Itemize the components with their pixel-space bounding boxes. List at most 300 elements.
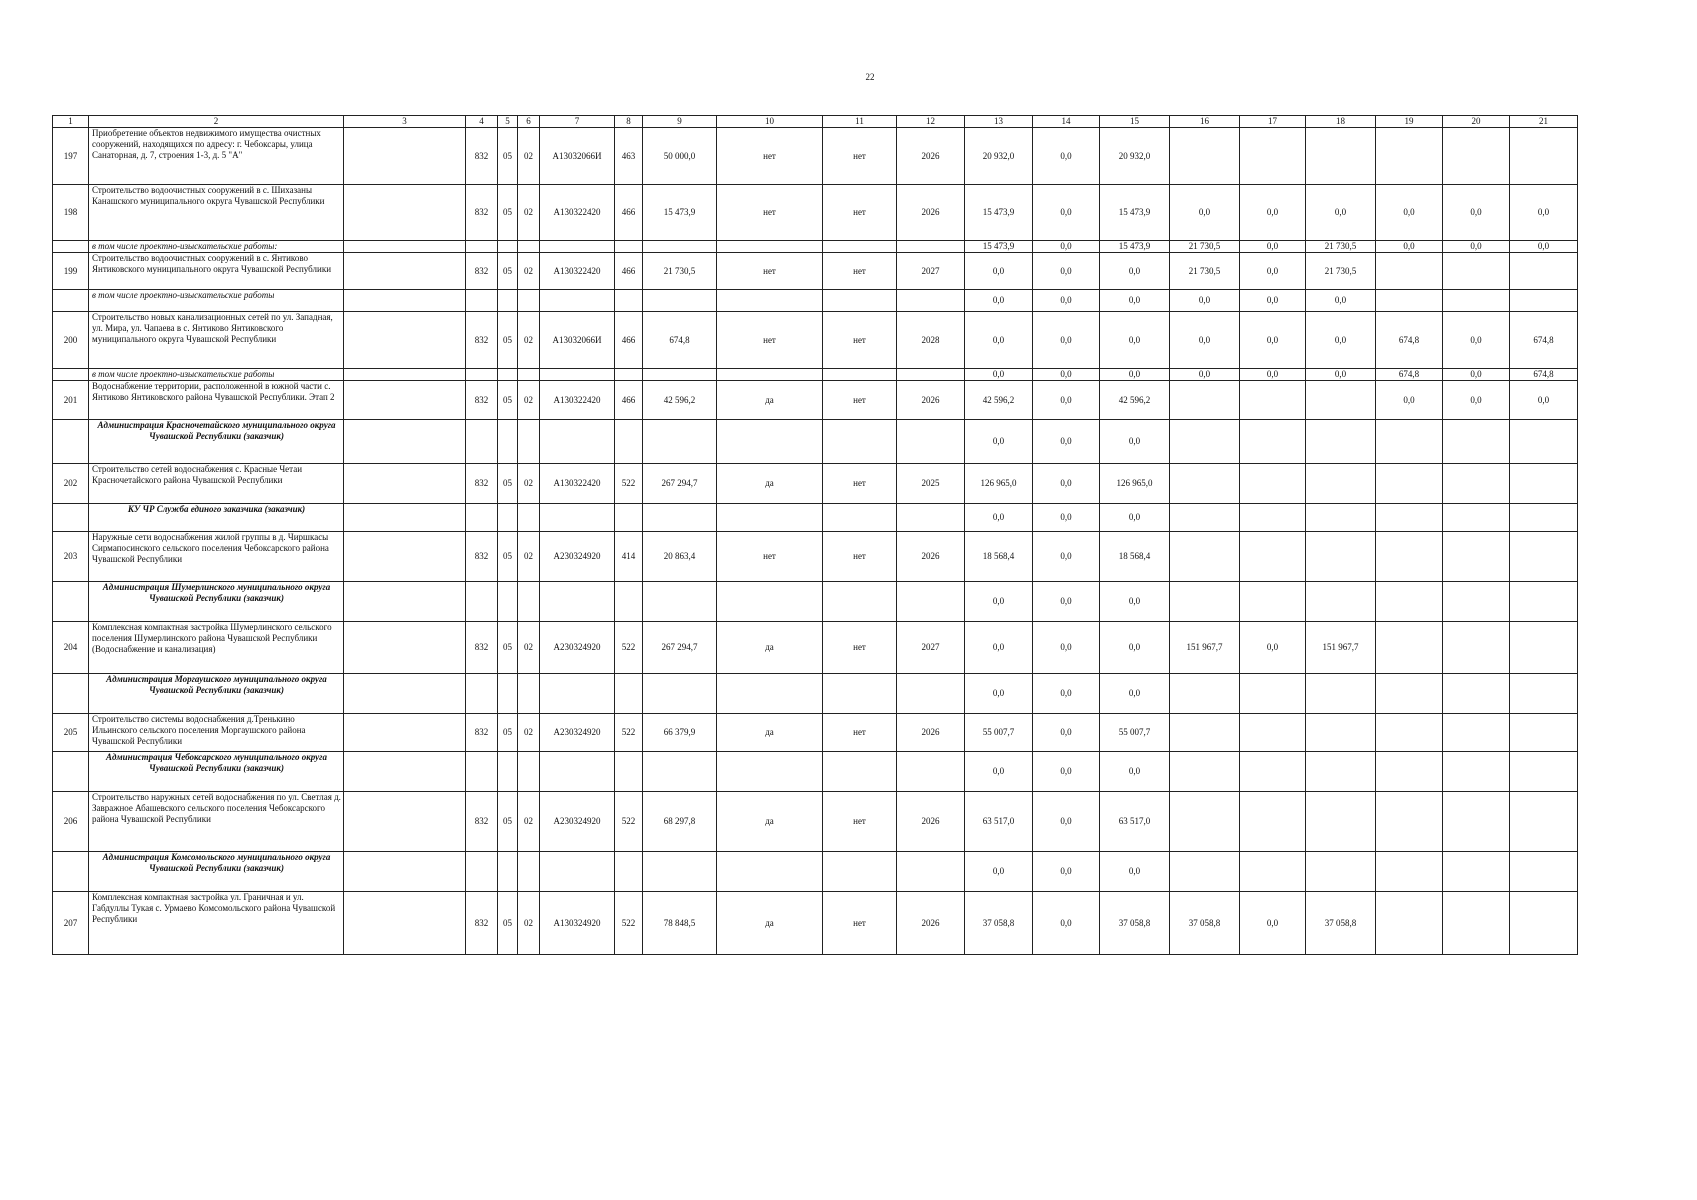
cell-target-article: А130322420 — [540, 464, 615, 504]
cell-code-6 — [518, 290, 540, 312]
cell-column-3 — [344, 253, 466, 290]
cell-code-4 — [466, 752, 498, 792]
cell-value-14: 0,0 — [1033, 420, 1100, 464]
cell-value-13: 15 473,9 — [965, 241, 1033, 253]
cell-target-article — [540, 420, 615, 464]
cell-code-5 — [498, 852, 518, 892]
cell-column-10 — [717, 241, 823, 253]
cell-column-11: нет — [823, 532, 897, 582]
subtotal-row — [53, 369, 1578, 381]
cell-value-20 — [1443, 792, 1510, 852]
cell-value-17 — [1240, 674, 1306, 714]
cell-value-14: 0,0 — [1033, 532, 1100, 582]
cell-code-5 — [498, 752, 518, 792]
cell-expense-type — [615, 752, 643, 792]
cell-object-name: Строительство сетей водоснабжения с. Красные Четаи Красночетайского района Чувашской Республики — [89, 464, 344, 504]
cell-column-11: нет — [823, 381, 897, 420]
cell-value-17: 0,0 — [1240, 622, 1306, 674]
cell-year: 2026 — [897, 892, 965, 955]
cell-value-15: 0,0 — [1100, 582, 1170, 622]
cell-column-3 — [344, 752, 466, 792]
cell-code-5: 05 — [498, 185, 518, 241]
cell-value-18: 0,0 — [1306, 312, 1376, 369]
cell-code-4: 832 — [466, 312, 498, 369]
cell-value-14: 0,0 — [1033, 504, 1100, 532]
cell-object-name: Приобретение объектов недвижимого имущества очистных сооружений, находящихся по адресу: г. Чебоксары, улица Санаторная, д. 7, строения 1-3, д. 5 "А" — [89, 128, 344, 185]
cell-value-16: 0,0 — [1170, 369, 1240, 381]
cell-column-3 — [344, 185, 466, 241]
cell-column-3 — [344, 852, 466, 892]
cell-column-10 — [717, 290, 823, 312]
cell-value-17 — [1240, 128, 1306, 185]
cell-code-6: 02 — [518, 185, 540, 241]
subtotal-row — [53, 290, 1578, 312]
cell-expense-type: 522 — [615, 622, 643, 674]
cell-code-5 — [498, 369, 518, 381]
header-cell-16: 16 — [1170, 116, 1240, 128]
header-cell-15: 15 — [1100, 116, 1170, 128]
cell-column-10: да — [717, 381, 823, 420]
cell-code-6: 02 — [518, 128, 540, 185]
page-number: 22 — [865, 72, 875, 82]
cell-row-number: 202 — [53, 464, 89, 504]
cell-column-11 — [823, 290, 897, 312]
cell-value-17 — [1240, 582, 1306, 622]
customer-row — [53, 852, 1578, 892]
cell-column-10 — [717, 369, 823, 381]
cell-target-article — [540, 504, 615, 532]
cell-value-18: 37 058,8 — [1306, 892, 1376, 955]
cell-code-5: 05 — [498, 792, 518, 852]
cell-row-number: 207 — [53, 892, 89, 955]
cell-value-19: 674,8 — [1376, 312, 1443, 369]
cell-code-5: 05 — [498, 128, 518, 185]
cell-value-13: 0,0 — [965, 674, 1033, 714]
cell-value-13: 15 473,9 — [965, 185, 1033, 241]
table-row — [53, 792, 1578, 852]
cell-column-3 — [344, 241, 466, 253]
cell-row-number — [53, 369, 89, 381]
customer-row — [53, 674, 1578, 714]
cell-value-18 — [1306, 674, 1376, 714]
cell-value-20 — [1443, 892, 1510, 955]
customer-row — [53, 420, 1578, 464]
cell-column-11: нет — [823, 714, 897, 752]
cell-code-6 — [518, 752, 540, 792]
customer-row — [53, 582, 1578, 622]
cell-row-number: 205 — [53, 714, 89, 752]
cell-value-17 — [1240, 464, 1306, 504]
cell-expense-type: 522 — [615, 714, 643, 752]
cell-row-number — [53, 504, 89, 532]
column-numbers-header — [53, 116, 1578, 128]
cell-code-5 — [498, 504, 518, 532]
cell-value-18: 21 730,5 — [1306, 253, 1376, 290]
cell-value-20: 0,0 — [1443, 241, 1510, 253]
cell-value-16 — [1170, 582, 1240, 622]
cell-code-6: 02 — [518, 312, 540, 369]
cell-value-13: 0,0 — [965, 504, 1033, 532]
cell-year: 2026 — [897, 185, 965, 241]
cell-value-20 — [1443, 752, 1510, 792]
cell-value-16 — [1170, 464, 1240, 504]
cell-value-13: 0,0 — [965, 752, 1033, 792]
header-cell-2: 2 — [89, 116, 344, 128]
cell-column-11 — [823, 504, 897, 532]
header-cell-17: 17 — [1240, 116, 1306, 128]
cell-value-21 — [1510, 674, 1578, 714]
cell-value-13: 126 965,0 — [965, 464, 1033, 504]
cell-row-number: 203 — [53, 532, 89, 582]
cell-value-16: 151 967,7 — [1170, 622, 1240, 674]
cell-year — [897, 504, 965, 532]
cell-object-name: в том числе проектно-изыскательские работы — [89, 290, 344, 312]
cell-value-15: 37 058,8 — [1100, 892, 1170, 955]
cell-target-article: А230324920 — [540, 714, 615, 752]
cell-value-21: 0,0 — [1510, 241, 1578, 253]
cell-column-11: нет — [823, 792, 897, 852]
cell-value-15: 0,0 — [1100, 622, 1170, 674]
cell-estimated-cost — [643, 674, 717, 714]
header-cell-13: 13 — [965, 116, 1033, 128]
cell-code-4: 832 — [466, 532, 498, 582]
cell-row-number: 200 — [53, 312, 89, 369]
cell-column-10: да — [717, 892, 823, 955]
header-cell-10: 10 — [717, 116, 823, 128]
cell-value-19 — [1376, 752, 1443, 792]
cell-value-16 — [1170, 792, 1240, 852]
cell-code-5: 05 — [498, 312, 518, 369]
cell-value-17 — [1240, 752, 1306, 792]
cell-code-4 — [466, 290, 498, 312]
cell-value-14: 0,0 — [1033, 792, 1100, 852]
cell-value-16 — [1170, 714, 1240, 752]
cell-value-13: 0,0 — [965, 312, 1033, 369]
cell-row-number: 201 — [53, 381, 89, 420]
cell-expense-type: 463 — [615, 128, 643, 185]
header-cell-19: 19 — [1376, 116, 1443, 128]
cell-value-21 — [1510, 582, 1578, 622]
cell-value-19: 0,0 — [1376, 241, 1443, 253]
cell-estimated-cost: 674,8 — [643, 312, 717, 369]
cell-value-20 — [1443, 714, 1510, 752]
cell-object-name: КУ ЧР Служба единого заказчика (заказчик) — [89, 504, 344, 532]
cell-year: 2027 — [897, 253, 965, 290]
table-row — [53, 185, 1578, 241]
cell-value-13: 55 007,7 — [965, 714, 1033, 752]
cell-code-6 — [518, 369, 540, 381]
cell-year — [897, 290, 965, 312]
cell-value-21 — [1510, 792, 1578, 852]
cell-column-10: да — [717, 714, 823, 752]
cell-code-5 — [498, 290, 518, 312]
cell-target-article: А230324920 — [540, 622, 615, 674]
cell-object-name: Администрация Чебоксарского муниципального округа Чувашской Республики (заказчик) — [89, 752, 344, 792]
cell-year: 2026 — [897, 128, 965, 185]
cell-code-6: 02 — [518, 792, 540, 852]
cell-value-19 — [1376, 892, 1443, 955]
cell-value-15: 0,0 — [1100, 420, 1170, 464]
cell-expense-type — [615, 369, 643, 381]
cell-value-20: 0,0 — [1443, 185, 1510, 241]
cell-value-17 — [1240, 532, 1306, 582]
cell-column-10: нет — [717, 312, 823, 369]
cell-row-number — [53, 420, 89, 464]
cell-value-18 — [1306, 714, 1376, 752]
cell-value-18 — [1306, 792, 1376, 852]
header-cell-18: 18 — [1306, 116, 1376, 128]
cell-value-19 — [1376, 582, 1443, 622]
cell-code-6: 02 — [518, 532, 540, 582]
cell-column-3 — [344, 290, 466, 312]
cell-value-14: 0,0 — [1033, 622, 1100, 674]
cell-value-20 — [1443, 128, 1510, 185]
cell-object-name: в том числе проектно-изыскательские работы: — [89, 241, 344, 253]
table-row — [53, 128, 1578, 185]
cell-value-20 — [1443, 290, 1510, 312]
cell-code-6 — [518, 582, 540, 622]
cell-estimated-cost: 42 596,2 — [643, 381, 717, 420]
cell-column-10 — [717, 504, 823, 532]
cell-row-number — [53, 752, 89, 792]
cell-value-20 — [1443, 582, 1510, 622]
cell-value-21 — [1510, 464, 1578, 504]
cell-value-16 — [1170, 752, 1240, 792]
cell-value-15: 55 007,7 — [1100, 714, 1170, 752]
cell-target-article — [540, 369, 615, 381]
cell-code-5 — [498, 674, 518, 714]
cell-value-15: 0,0 — [1100, 369, 1170, 381]
cell-column-3 — [344, 674, 466, 714]
cell-value-18 — [1306, 504, 1376, 532]
cell-code-5 — [498, 420, 518, 464]
cell-target-article — [540, 582, 615, 622]
cell-code-4 — [466, 241, 498, 253]
cell-code-4: 832 — [466, 714, 498, 752]
cell-column-11 — [823, 369, 897, 381]
cell-code-5 — [498, 241, 518, 253]
cell-value-16 — [1170, 420, 1240, 464]
cell-value-18 — [1306, 532, 1376, 582]
cell-estimated-cost — [643, 504, 717, 532]
cell-value-20 — [1443, 420, 1510, 464]
cell-value-18: 0,0 — [1306, 369, 1376, 381]
cell-value-13: 0,0 — [965, 369, 1033, 381]
table-row — [53, 253, 1578, 290]
cell-target-article: А130322420 — [540, 381, 615, 420]
header-cell-7: 7 — [540, 116, 615, 128]
header-cell-1: 1 — [53, 116, 89, 128]
cell-target-article — [540, 752, 615, 792]
cell-code-4: 832 — [466, 464, 498, 504]
cell-object-name: Администрация Комсомольского муниципального округа Чувашской Республики (заказчик) — [89, 852, 344, 892]
cell-estimated-cost — [643, 852, 717, 892]
cell-value-21 — [1510, 420, 1578, 464]
cell-value-13: 0,0 — [965, 290, 1033, 312]
cell-object-name: Администрация Красночетайского муниципального округа Чувашской Республики (заказчик) — [89, 420, 344, 464]
cell-column-11 — [823, 674, 897, 714]
cell-value-17 — [1240, 792, 1306, 852]
cell-expense-type — [615, 852, 643, 892]
cell-column-10 — [717, 582, 823, 622]
cell-value-16: 0,0 — [1170, 185, 1240, 241]
cell-code-6: 02 — [518, 253, 540, 290]
table-row — [53, 312, 1578, 369]
cell-row-number: 197 — [53, 128, 89, 185]
customer-row — [53, 752, 1578, 792]
table-row — [53, 892, 1578, 955]
header-cell-5: 5 — [498, 116, 518, 128]
cell-code-6: 02 — [518, 714, 540, 752]
cell-estimated-cost: 267 294,7 — [643, 622, 717, 674]
cell-value-16: 0,0 — [1170, 312, 1240, 369]
table-row — [53, 714, 1578, 752]
cell-year — [897, 420, 965, 464]
header-cell-12: 12 — [897, 116, 965, 128]
cell-value-15: 0,0 — [1100, 253, 1170, 290]
cell-value-13: 42 596,2 — [965, 381, 1033, 420]
cell-code-5: 05 — [498, 253, 518, 290]
cell-value-15: 0,0 — [1100, 752, 1170, 792]
cell-code-4: 832 — [466, 253, 498, 290]
cell-value-21: 674,8 — [1510, 312, 1578, 369]
cell-value-14: 0,0 — [1033, 464, 1100, 504]
cell-value-20 — [1443, 622, 1510, 674]
cell-value-19 — [1376, 420, 1443, 464]
cell-value-14: 0,0 — [1033, 241, 1100, 253]
cell-value-17: 0,0 — [1240, 185, 1306, 241]
cell-target-article: А130322420 — [540, 253, 615, 290]
cell-code-4 — [466, 674, 498, 714]
cell-value-17: 0,0 — [1240, 241, 1306, 253]
cell-value-19 — [1376, 128, 1443, 185]
cell-code-6: 02 — [518, 622, 540, 674]
cell-value-18: 0,0 — [1306, 185, 1376, 241]
cell-value-17: 0,0 — [1240, 312, 1306, 369]
cell-value-16 — [1170, 504, 1240, 532]
cell-target-article: А230324920 — [540, 792, 615, 852]
cell-object-name: Строительство водоочистных сооружений в с. Шихазаны Канашского муниципального округа Чувашской Республики — [89, 185, 344, 241]
cell-code-5: 05 — [498, 714, 518, 752]
cell-column-11: нет — [823, 253, 897, 290]
cell-value-15: 63 517,0 — [1100, 792, 1170, 852]
cell-object-name: Строительство новых канализационных сетей по ул. Западная, ул. Мира, ул. Чапаева в с. Янтиково Янтиковского муниципального округа Чувашской Республики — [89, 312, 344, 369]
cell-code-5 — [498, 582, 518, 622]
cell-year: 2028 — [897, 312, 965, 369]
cell-value-16: 0,0 — [1170, 290, 1240, 312]
cell-column-11 — [823, 420, 897, 464]
cell-value-18 — [1306, 582, 1376, 622]
cell-object-name: Администрация Моргаушского муниципального округа Чувашской Республики (заказчик) — [89, 674, 344, 714]
cell-code-6 — [518, 674, 540, 714]
cell-column-3 — [344, 420, 466, 464]
cell-value-17 — [1240, 852, 1306, 892]
cell-column-11 — [823, 752, 897, 792]
cell-value-21 — [1510, 852, 1578, 892]
cell-target-article — [540, 290, 615, 312]
cell-object-name: Комплексная компактная застройка Шумерлинского сельского поселения Шумерлинского района Чувашской Республики (Водоснабжение и канализация) — [89, 622, 344, 674]
cell-value-14: 0,0 — [1033, 752, 1100, 792]
cell-value-16: 37 058,8 — [1170, 892, 1240, 955]
cell-year: 2025 — [897, 464, 965, 504]
cell-year — [897, 752, 965, 792]
cell-value-14: 0,0 — [1033, 290, 1100, 312]
cell-year — [897, 241, 965, 253]
cell-code-6: 02 — [518, 381, 540, 420]
cell-column-3 — [344, 464, 466, 504]
cell-target-article — [540, 674, 615, 714]
cell-code-5: 05 — [498, 532, 518, 582]
cell-year — [897, 582, 965, 622]
cell-row-number — [53, 290, 89, 312]
cell-column-10: нет — [717, 532, 823, 582]
cell-value-19 — [1376, 290, 1443, 312]
cell-value-19 — [1376, 674, 1443, 714]
cell-year: 2027 — [897, 622, 965, 674]
cell-code-4: 832 — [466, 381, 498, 420]
table-row — [53, 532, 1578, 582]
cell-target-article: А230324920 — [540, 532, 615, 582]
cell-year: 2026 — [897, 532, 965, 582]
cell-row-number: 206 — [53, 792, 89, 852]
cell-value-16 — [1170, 381, 1240, 420]
cell-year — [897, 674, 965, 714]
cell-code-4 — [466, 369, 498, 381]
cell-value-21: 0,0 — [1510, 185, 1578, 241]
cell-value-14: 0,0 — [1033, 185, 1100, 241]
cell-value-17 — [1240, 381, 1306, 420]
cell-value-18 — [1306, 381, 1376, 420]
cell-value-17: 0,0 — [1240, 369, 1306, 381]
cell-estimated-cost — [643, 752, 717, 792]
cell-estimated-cost — [643, 582, 717, 622]
cell-value-18 — [1306, 128, 1376, 185]
cell-expense-type — [615, 582, 643, 622]
cell-value-20 — [1443, 464, 1510, 504]
cell-column-3 — [344, 128, 466, 185]
cell-value-19: 0,0 — [1376, 381, 1443, 420]
cell-estimated-cost: 21 730,5 — [643, 253, 717, 290]
cell-estimated-cost: 66 379,9 — [643, 714, 717, 752]
cell-expense-type: 466 — [615, 381, 643, 420]
cell-code-5: 05 — [498, 381, 518, 420]
cell-value-19: 674,8 — [1376, 369, 1443, 381]
cell-value-15: 42 596,2 — [1100, 381, 1170, 420]
cell-object-name: Водоснабжение территории, расположенной в южной части с. Янтиково Янтиковского района Чувашской Республики. Этап 2 — [89, 381, 344, 420]
cell-column-11 — [823, 852, 897, 892]
cell-value-14: 0,0 — [1033, 582, 1100, 622]
cell-column-10 — [717, 852, 823, 892]
cell-expense-type: 414 — [615, 532, 643, 582]
cell-expense-type — [615, 241, 643, 253]
cell-estimated-cost — [643, 420, 717, 464]
cell-value-16 — [1170, 852, 1240, 892]
cell-value-15: 15 473,9 — [1100, 185, 1170, 241]
header-cell-8: 8 — [615, 116, 643, 128]
cell-expense-type: 466 — [615, 312, 643, 369]
cell-code-6: 02 — [518, 892, 540, 955]
cell-expense-type: 466 — [615, 253, 643, 290]
cell-column-3 — [344, 369, 466, 381]
cell-value-16 — [1170, 674, 1240, 714]
cell-value-14: 0,0 — [1033, 253, 1100, 290]
cell-value-20: 0,0 — [1443, 369, 1510, 381]
cell-value-21 — [1510, 504, 1578, 532]
cell-value-17: 0,0 — [1240, 253, 1306, 290]
cell-code-4: 832 — [466, 622, 498, 674]
cell-column-11: нет — [823, 622, 897, 674]
cell-value-15: 0,0 — [1100, 290, 1170, 312]
